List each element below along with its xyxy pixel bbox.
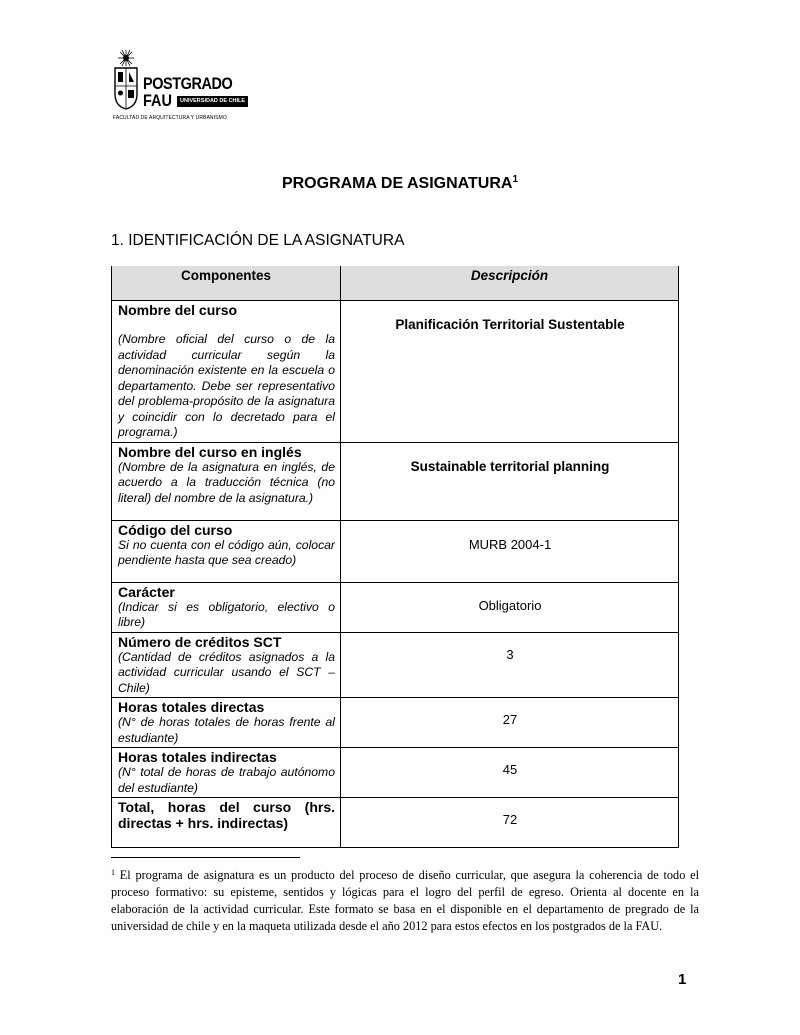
row-value-cell — [341, 582, 679, 632]
row-value: 3 — [506, 646, 514, 662]
row-component-cell — [112, 698, 341, 748]
row-component-cell — [112, 798, 341, 848]
row-component-cell — [112, 520, 341, 582]
row-value-cell — [341, 798, 679, 848]
row-hint: (Nombre de la asignatura en inglés, de acuerdo a la traducción técnica (no literal) del nombre de la asignatura.) — [118, 459, 335, 505]
table-row — [112, 442, 679, 520]
row-value-cell — [341, 748, 679, 798]
table-row — [112, 582, 679, 632]
row-value-cell — [341, 698, 679, 748]
row-hint: (Nombre oficial del curso o de la actividad curricular según la denominación existente en la escuela o departamento. Debe ser representativo del problema-propósito de la asignatura y coincidir con lo decretado para el programa.) — [118, 332, 335, 439]
footnote-marker: 1 — [111, 868, 115, 877]
row-hint: Si no cuenta con el código aún, colocar pendiente hasta que sea creado) — [118, 537, 335, 567]
row-hint: (N° de horas totales de horas frente al estudiante) — [118, 715, 335, 745]
logo-university-tag: UNIVERSIDAD DE CHILE — [177, 96, 248, 107]
row-label: Carácter — [118, 583, 175, 600]
document-title — [0, 174, 800, 193]
row-component-cell — [112, 632, 341, 698]
row-label: Nombre del curso en inglés — [118, 443, 302, 460]
university-crest-icon — [113, 48, 139, 110]
row-value-cell — [341, 520, 679, 582]
table-row — [112, 632, 679, 698]
row-value: Planificación Territorial Sustentable — [395, 317, 625, 332]
title-footnote-ref: 1 — [512, 174, 519, 185]
row-component-cell — [112, 748, 341, 798]
row-hint: (Cantidad de créditos asignados a la actividad curricular usando el SCT – Chile) — [118, 649, 335, 695]
table-header-row — [112, 266, 679, 301]
logo-wordmark-fau: FAU — [143, 91, 172, 110]
table-row — [112, 301, 679, 443]
row-value-cell — [341, 442, 679, 520]
row-value: Sustainable territorial planning — [410, 458, 610, 474]
row-hint: (N° total de horas de trabajo autónomo del estudiante) — [118, 765, 335, 795]
row-value-cell — [341, 632, 679, 698]
footnote — [111, 864, 699, 935]
row-component-cell — [112, 442, 341, 520]
document-title-text: PROGRAMA DE ASIGNATURA — [281, 175, 513, 192]
course-identification-table — [111, 266, 679, 848]
row-label: Código del curso — [118, 521, 233, 538]
row-value: Obligatorio — [478, 597, 542, 613]
row-value: 72 — [502, 812, 518, 827]
column-header-descripcion: Descripción — [341, 266, 679, 301]
row-label: Horas totales directas — [118, 699, 265, 715]
table-row — [112, 748, 679, 798]
row-value-cell — [341, 301, 679, 443]
row-component-cell — [112, 582, 341, 632]
row-label: Nombre del curso — [118, 302, 238, 318]
table-row — [112, 798, 679, 848]
section-heading: 1. IDENTIFICACIÓN DE LA ASIGNATURA — [111, 232, 405, 249]
row-value: 45 — [502, 762, 518, 777]
logo-wordmark-postgrado: POSTGRADO — [143, 74, 233, 93]
row-label: Número de créditos SCT — [118, 633, 282, 650]
row-label: Horas totales indirectas — [118, 749, 277, 765]
column-header-componentes: Componentes — [112, 266, 341, 301]
row-value: MURB 2004-1 — [468, 536, 552, 552]
footnote-separator — [111, 857, 300, 858]
row-value: 27 — [502, 712, 518, 727]
logo-faculty-name: FACULTAD DE ARQUITECTURA Y URBANISMO — [113, 115, 227, 121]
postgrado-fau-logo — [113, 48, 246, 128]
footnote-text: El programa de asignatura es un producto del proceso de diseño curricular, que asegura la coherencia de todo el proceso formativo: su episteme, sentidos y lógicas para el logro del perfil de egreso. Orienta al docente en la elaboración de la actividad curricular. Este formato se basa en el disponible en el departamento de pregrado de la universidad de chile y en la maqueta utilizada desde el año 2012 para estos efectos en los postgrados de la FAU. — [111, 868, 699, 933]
row-component-cell — [112, 301, 341, 443]
row-hint: (Indicar si es obligatorio, electivo o libre) — [118, 599, 335, 629]
table-row — [112, 698, 679, 748]
row-label: Total, horas del curso (hrs. directas + hrs. indirectas) — [118, 799, 335, 831]
page-number: 1 — [678, 971, 687, 988]
table-row — [112, 520, 679, 582]
